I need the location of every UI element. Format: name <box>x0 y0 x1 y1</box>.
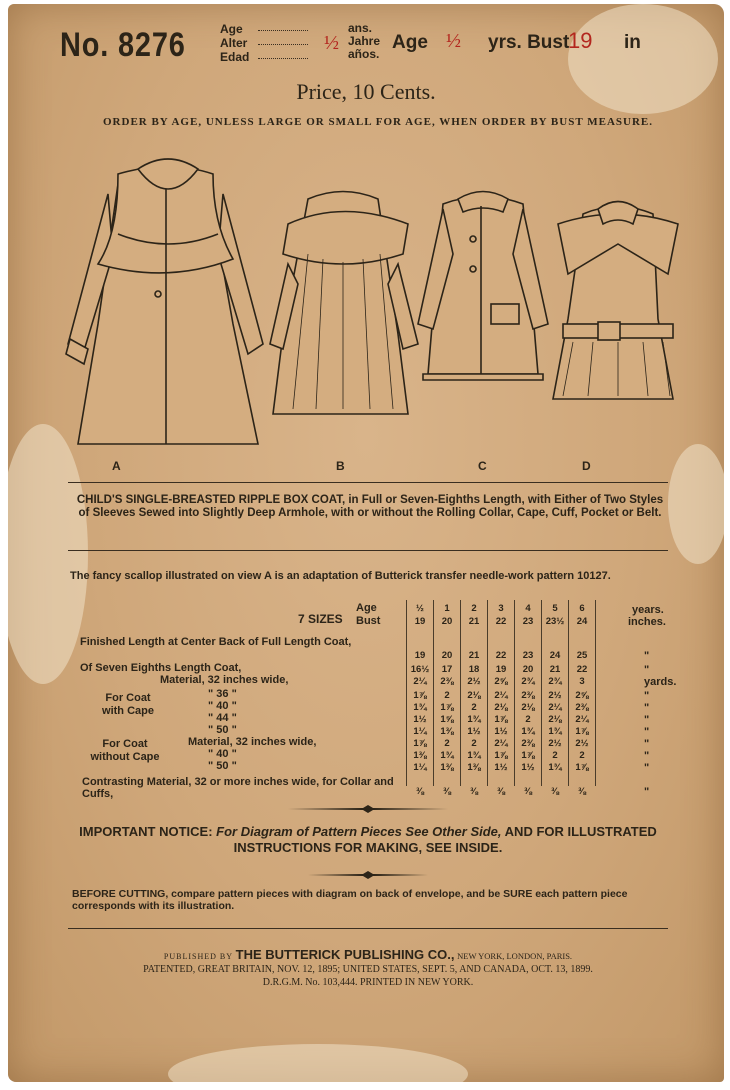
pattern-description: CHILD'S SINGLE-BREASTED RIPPLE BOX COAT, in Full or Seven-Eighths Length, with Either of Two Styles of Sleeves Sewed into Slightly Deep Armhole, with or without the Rolling Collar, Cape, Cuff, Pocket or Belt. <box>76 494 664 519</box>
row-unit: yards. <box>644 676 677 688</box>
age-labels <box>220 22 249 64</box>
coat-view-c <box>418 192 548 381</box>
size-cell: 2 <box>444 690 450 701</box>
row-label: Material, 32 inches wide, <box>188 736 317 748</box>
inches-label: inches. <box>628 616 666 628</box>
age-cell: 1 <box>444 603 450 614</box>
size-cell: 2¾ <box>548 676 562 687</box>
size-cell: 1⅞ <box>575 726 589 737</box>
size-cell: 2¼ <box>494 738 508 749</box>
row-label: Contrasting Material, 32 or more inches wide, for Collar and Cuffs, <box>82 776 394 800</box>
bust-cell: 23½ <box>545 616 565 627</box>
row-label: " 44 " <box>208 712 237 724</box>
paper-stain <box>168 1044 468 1082</box>
size-cell: 1¾ <box>548 726 562 737</box>
size-cell: ⅜ <box>443 786 451 797</box>
group-with-cape: For Coat with Cape <box>102 692 154 717</box>
important-lead: IMPORTANT NOTICE: <box>79 824 213 839</box>
pattern-number: No. 8276 <box>60 26 186 64</box>
row-label: " 50 " <box>208 760 237 772</box>
coat-illustrations <box>58 144 698 454</box>
paper-stain <box>668 444 724 564</box>
patents-line: PATENTED, GREAT BRITAIN, NOV. 12, 1895; UNITED STATES, SEPT. 5, AND CANADA, OCT. 13, 1899. <box>143 964 593 975</box>
size-cell: 1⅝ <box>440 714 454 725</box>
age-value-handwritten-2: ½ <box>446 30 461 52</box>
table-column-line <box>487 600 488 786</box>
age-dots <box>258 30 308 31</box>
age-cell: 4 <box>525 603 531 614</box>
size-cell: 1⅜ <box>467 762 481 773</box>
divider <box>68 482 668 483</box>
row-label: Material, 32 inches wide, <box>160 674 289 686</box>
table-column-line <box>514 600 515 786</box>
age-label-en: Age <box>220 22 243 36</box>
published-by: PUBLISHED BY <box>163 952 234 961</box>
size-cell: 1¾ <box>467 714 481 725</box>
size-cell: 17 <box>441 664 453 675</box>
size-cell: 1⅞ <box>440 702 454 713</box>
size-cell: 2¾ <box>521 676 535 687</box>
ornament-rule <box>288 804 448 814</box>
age-cell: ½ <box>416 603 424 614</box>
size-cell: 2⅜ <box>521 690 535 701</box>
row-label: " 36 " <box>208 688 237 700</box>
view-label-b: B <box>336 459 345 473</box>
ornament-rule <box>308 870 428 880</box>
divider <box>68 550 668 551</box>
view-label-a: A <box>112 459 121 473</box>
row-unit: " <box>644 714 650 726</box>
table-column-line <box>433 600 434 786</box>
row-label: Finished Length at Center Back of Full Length Coat, <box>80 636 352 648</box>
size-cell: 16½ <box>410 664 430 675</box>
group-without-cape: For Coat without Cape <box>90 738 160 763</box>
size-cell: 1⅞ <box>494 714 508 725</box>
row-label: " 40 " <box>208 700 237 712</box>
row-unit: " <box>644 664 650 676</box>
size-cell: 21 <box>468 650 480 661</box>
table-column-line <box>541 600 542 786</box>
size-cell: 21 <box>549 664 561 675</box>
size-cell: 1½ <box>413 714 427 725</box>
size-cell: 2⅛ <box>467 690 481 701</box>
age-header: Age <box>356 602 377 614</box>
size-cell: ⅜ <box>524 786 532 797</box>
size-cell: 19 <box>414 650 426 661</box>
size-cell: 25 <box>576 650 588 661</box>
bust-label: yrs. Bust <box>488 32 570 53</box>
scallop-note: The fancy scallop illustrated on view A is an adaptation of Butterick transfer needle-work pattern 10127. <box>70 570 611 582</box>
size-cell: 2⅝ <box>575 690 589 701</box>
size-cell: 2⅛ <box>521 702 535 713</box>
size-cell: 2⅛ <box>494 702 508 713</box>
size-cell: 2½ <box>548 738 562 749</box>
size-cell: 2½ <box>548 690 562 701</box>
years-label: years. <box>632 604 664 616</box>
size-cell: 2⅛ <box>548 714 562 725</box>
size-cell: 1¾ <box>521 726 535 737</box>
size-cell: 1½ <box>494 726 508 737</box>
paper-stain <box>8 424 88 684</box>
row-unit: " <box>644 650 650 662</box>
before-cutting-lead: BEFORE CUTTING, <box>72 888 169 900</box>
age-label-es: Edad <box>220 50 250 64</box>
row-label: " 50 " <box>208 724 237 736</box>
age-label-de: Alter <box>220 36 248 50</box>
size-cell: 2¼ <box>413 676 427 687</box>
size-cell: 2⅝ <box>494 676 508 687</box>
size-cell: 1⅜ <box>440 726 454 737</box>
size-cell: 2 <box>471 702 477 713</box>
size-cell: 20 <box>441 650 453 661</box>
before-cutting-text: compare pattern pieces with diagram on back of envelope, and be SURE each pattern piece corresponds with its illustration. <box>72 888 628 912</box>
size-cell: 1½ <box>467 726 481 737</box>
size-cell: ⅜ <box>551 786 559 797</box>
size-cell: ⅜ <box>416 786 424 797</box>
drgm-line: D.R.G.M. No. 103,444. PRINTED IN NEW YORK. <box>262 977 474 988</box>
size-cell: 24 <box>549 650 561 661</box>
size-cell: 18 <box>468 664 480 675</box>
before-cutting-note <box>72 888 672 912</box>
bust-cell: 22 <box>495 616 507 627</box>
size-cell: 1½ <box>494 762 508 773</box>
row-label: " 40 " <box>208 748 237 760</box>
size-cell: 1⅞ <box>494 750 508 761</box>
row-unit: " <box>644 786 650 798</box>
age-unit-fr: ans. <box>348 21 373 35</box>
age-value-handwritten: ½ <box>324 32 339 54</box>
table-column-line <box>406 600 407 786</box>
size-cell: 22 <box>495 650 507 661</box>
order-note: ORDER BY AGE, UNLESS LARGE OR SMALL FOR AGE, WHEN ORDER BY BUST MEASURE. <box>103 116 653 128</box>
size-cell: 2¼ <box>494 690 508 701</box>
row-unit: " <box>644 726 650 738</box>
bust-header: Bust <box>356 615 381 627</box>
important-rest: AND FOR ILLUSTRATED INSTRUCTIONS FOR MAKING, SEE INSIDE. <box>233 824 657 855</box>
size-cell: 22 <box>576 664 588 675</box>
size-cell: 2¼ <box>548 702 562 713</box>
size-cell: 1¾ <box>413 702 427 713</box>
size-cell: 2 <box>552 750 558 761</box>
size-cell: 1⅜ <box>413 750 427 761</box>
important-italic: For Diagram of Pattern Pieces See Other Side, <box>216 824 502 839</box>
size-cell: 2⅜ <box>440 676 454 687</box>
price: Price, 10 Cents. <box>296 79 436 104</box>
divider <box>68 928 668 929</box>
size-cell: 2⅜ <box>575 702 589 713</box>
size-cell: 1¼ <box>413 762 427 773</box>
publisher-block <box>48 948 688 989</box>
row-unit: " <box>644 762 650 774</box>
view-label-c: C <box>478 459 487 473</box>
row-unit: " <box>644 750 650 762</box>
bust-cell: 20 <box>441 616 453 627</box>
age-word: Age <box>392 32 428 53</box>
coat-view-a <box>66 159 263 444</box>
row-unit: " <box>644 690 650 702</box>
size-cell: 1¼ <box>413 726 427 737</box>
age-cell: 3 <box>498 603 504 614</box>
coat-view-d <box>553 202 678 400</box>
bust-cell: 24 <box>576 616 588 627</box>
age-dots <box>258 44 308 45</box>
size-cell: 2 <box>471 738 477 749</box>
row-unit: " <box>644 702 650 714</box>
size-cell: 23 <box>522 650 534 661</box>
bust-unit: in <box>624 32 641 53</box>
age-unit-de: Jahre <box>348 34 381 48</box>
table-column-line <box>460 600 461 786</box>
size-cell: 19 <box>495 664 507 675</box>
age-units <box>348 22 380 61</box>
age-dots <box>258 58 308 59</box>
bust-value: 19 <box>568 28 593 53</box>
publisher-cities: NEW YORK, LONDON, PARIS. <box>457 951 573 961</box>
age-cell: 5 <box>552 603 558 614</box>
view-label-d: D <box>582 459 591 473</box>
size-cell: ⅜ <box>578 786 586 797</box>
table-column-line <box>595 600 596 786</box>
age-cell: 2 <box>471 603 477 614</box>
size-cell: 1⅞ <box>413 690 427 701</box>
row-label: Of Seven Eighths Length Coat, <box>80 662 242 674</box>
bust-cell: 23 <box>522 616 534 627</box>
size-cell: 1⅞ <box>521 750 535 761</box>
size-cell: 2½ <box>467 676 481 687</box>
size-cell: 1¾ <box>440 750 454 761</box>
bust-cell: 19 <box>414 616 426 627</box>
size-cell: 2 <box>444 738 450 749</box>
important-notice <box>68 824 668 856</box>
size-cell: ⅜ <box>497 786 505 797</box>
row-unit: " <box>644 738 650 750</box>
size-cell: 2 <box>579 750 585 761</box>
publisher-name: THE BUTTERICK PUBLISHING CO., <box>235 947 455 962</box>
age-cell: 6 <box>579 603 585 614</box>
size-cell: ⅜ <box>470 786 478 797</box>
table-column-line <box>568 600 569 786</box>
pattern-envelope <box>8 4 724 1082</box>
size-cell: 1¾ <box>467 750 481 761</box>
size-cell: 1⅞ <box>413 738 427 749</box>
size-cell: 20 <box>522 664 534 675</box>
size-cell: 1½ <box>521 762 535 773</box>
coat-view-b <box>270 192 418 415</box>
size-cell: 1⅜ <box>440 762 454 773</box>
size-cell: 3 <box>579 676 585 687</box>
age-unit-es: años. <box>348 47 380 61</box>
size-cell: 2½ <box>575 738 589 749</box>
size-cell: 1¾ <box>548 762 562 773</box>
sizes-label: 7 SIZES <box>298 612 343 626</box>
size-cell: 2 <box>525 714 531 725</box>
size-cell: 2¼ <box>575 714 589 725</box>
bust-cell: 21 <box>468 616 480 627</box>
size-cell: 1⅞ <box>575 762 589 773</box>
size-cell: 2⅜ <box>521 738 535 749</box>
